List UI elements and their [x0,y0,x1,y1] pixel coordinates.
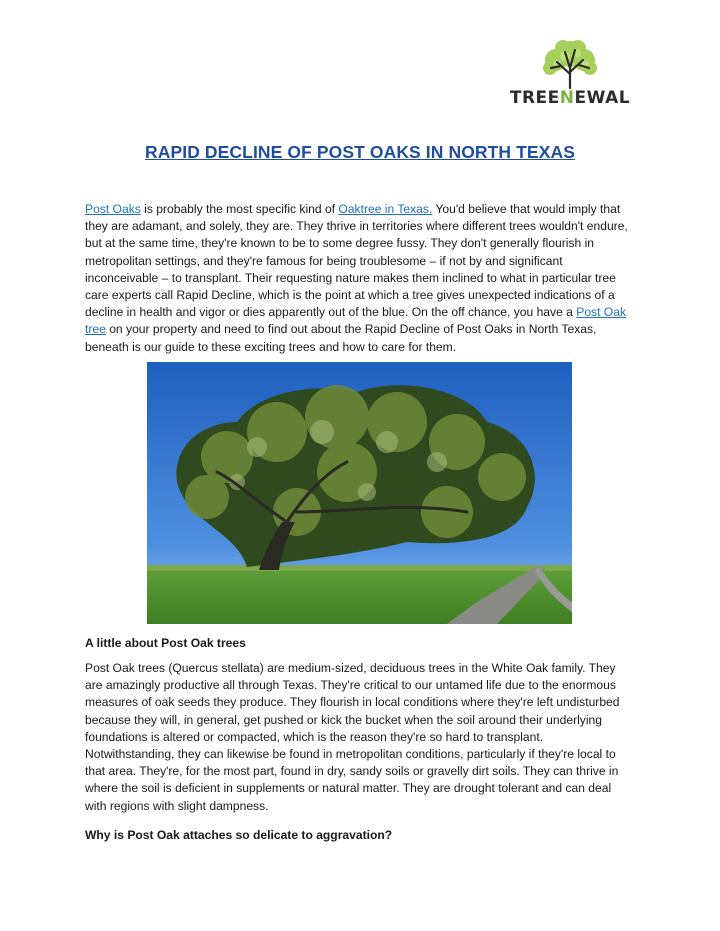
intro-paragraph: Post Oaks is probably the most specific kind of Oaktree in Texas. You'd believe that would imply that they are adamant, and solely, they are. They thrive in territories where different trees wouldn't endure, but at the same time, they're known to be to some degree fussy. They don't generally flourish in metropolitan settings, and they're famous for being troublesome – if not by and significant inconceivable – to transplant. Their requesting nature makes them inclined to what in particular tree care experts call Rapid Decline, which is the point at which a tree gives unexpected indications of a decline in health and vigor or dies apparently out of the blue. On the off chance, you have a Post Oak tree on your property and need to find out about the Rapid Decline of Post Oaks in North Texas, beneath is our guide to these exciting trees and how to care for them. [85,202,628,354]
tree-logo-icon [505,38,635,90]
logo-wordmark: TREENEWAL [509,88,631,108]
post-oaks-link[interactable]: Post Oaks [85,202,141,216]
section-heading-about: A little about Post Oak trees [85,636,246,650]
oaktree-in-texas-link[interactable]: Oaktree in Texas. [338,202,433,216]
section-heading-why: Why is Post Oak attaches so delicate to aggravation? [85,828,393,842]
brand-logo [505,38,635,118]
post-oak-photo [147,362,572,624]
page-title[interactable]: RAPID DECLINE OF POST OAKS IN NORTH TEXAS [145,142,575,162]
about-paragraph: Post Oak trees (Quercus stellata) are medium-sized, deciduous trees in the White Oak family. They are amazingly productive all through Texas. They're critical to our untamed life due to the enormous measures of oak seeds they produce. They flourish in local conditions where they're left undisturbed because they will, in general, get pushed or kick the bucket when the soil around their underlying foundations is altered or compacted, which is the reason they're so hard to transplant. Notwithstanding, they can likewise be found in metropolitan conditions, particularly if they're local to that area. They're, for the most part, found in dry, sandy soils or gravelly dirt soils. They can thrive in where the soil is deficient in supplements or natural matter. They are drought tolerant and can deal with regions with slight dampness. [85,661,620,813]
post-oak-tree-link[interactable]: Post Oak tree [85,305,626,337]
